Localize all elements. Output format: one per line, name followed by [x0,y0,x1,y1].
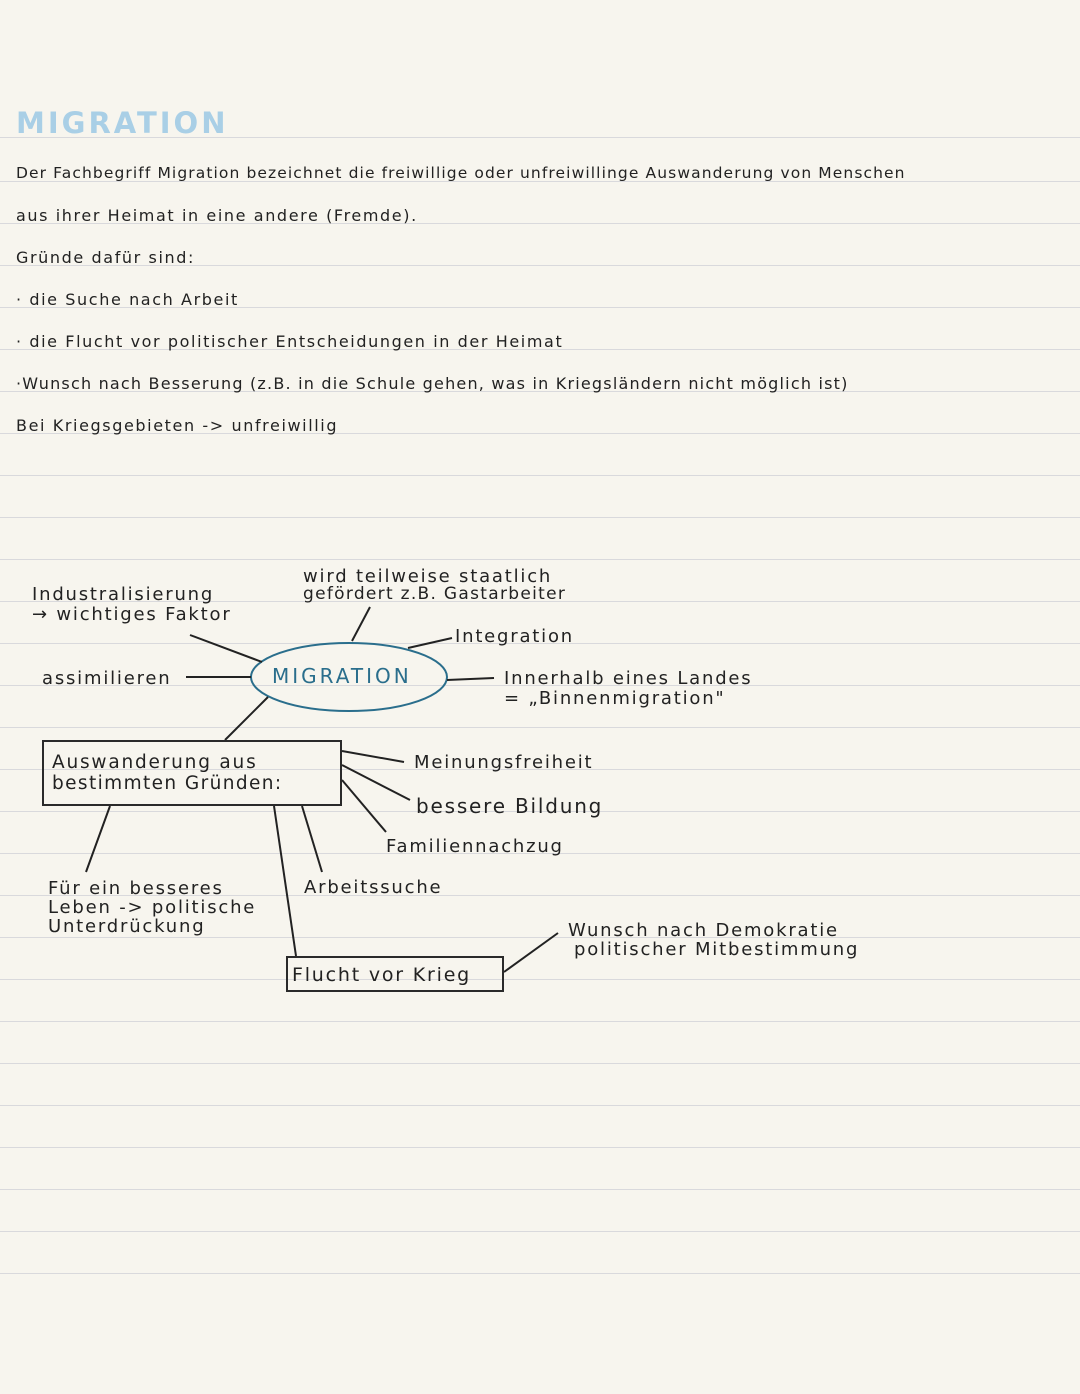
link-state [352,607,370,641]
link-war [274,806,296,956]
intro-line-2: aus ihrer Heimat in eine andere (Fremde). [16,206,418,225]
bullet-dot: · [16,374,23,393]
list-item-text: die Flucht vor politischer Entscheidungen in der Heimat [29,332,564,351]
list-item-text: die Suche nach Arbeit [29,290,239,309]
war-note: Bei Kriegsgebieten -> unfreiwillig [16,416,339,435]
node-state-funded-example: gefördert z.B. Gastarbeiter [303,584,567,604]
list-item-text: Wunsch nach Besserung (z.B. in die Schule gehen, was in Kriegsländern nicht möglich ist) [22,374,849,393]
link-industrial [190,635,262,662]
emigration-box-line-2: bestimmten Gründen: [52,773,283,794]
link-inland [447,678,494,680]
node-political-participation: politischer Mitbestimmung [574,939,860,960]
node-industrialization: Industralisierung [32,584,215,605]
node-job-search: Arbeitssuche [304,877,443,898]
node-better-life-3: Unterdrückung [48,916,206,937]
node-family-reunion: Familiennachzug [386,836,564,857]
intro-line-1: Der Fachbegriff Migration bezeichnet die freiwillige oder unfreiwillinge Auswanderung von Menschen [16,164,906,182]
war-flight-box [286,956,504,992]
node-freedom-of-opinion: Meinungsfreiheit [414,752,594,773]
emigration-box-line-1: Auswanderung aus [52,752,258,773]
node-democracy-wish: Wunsch nach Demokratie [568,920,839,941]
bullet-dot: · [16,332,30,351]
node-inland: Innerhalb eines Landes [504,668,753,689]
emigration-box [42,740,342,806]
page-title: MIGRATION [16,106,229,140]
link-emigration [225,697,268,740]
bullet-dot: · [16,290,30,309]
node-industrialization-note: → wichtiges Faktor [32,604,232,625]
mindmap-center-label: MIGRATION [272,664,412,688]
node-war-flight: Flucht vor Krieg [292,964,472,986]
link-family [342,780,386,832]
node-better-education: bessere Bildung [416,794,604,818]
node-assimilate: assimilieren [42,668,172,689]
link-work [302,806,322,872]
link-freedom [342,751,404,762]
reasons-heading: Gründe dafür sind: [16,248,196,267]
node-integration: Integration [455,626,574,647]
node-inland-definition: = „Binnenmigration" [504,688,726,709]
link-integration [408,638,452,648]
node-better-life-2: Leben -> politische [48,897,257,918]
link-better-life [86,806,110,872]
link-democracy [504,933,558,972]
node-better-life: Für ein besseres [48,878,224,899]
node-state-funded: wird teilweise staatlich [303,566,553,587]
link-education [342,765,410,800]
